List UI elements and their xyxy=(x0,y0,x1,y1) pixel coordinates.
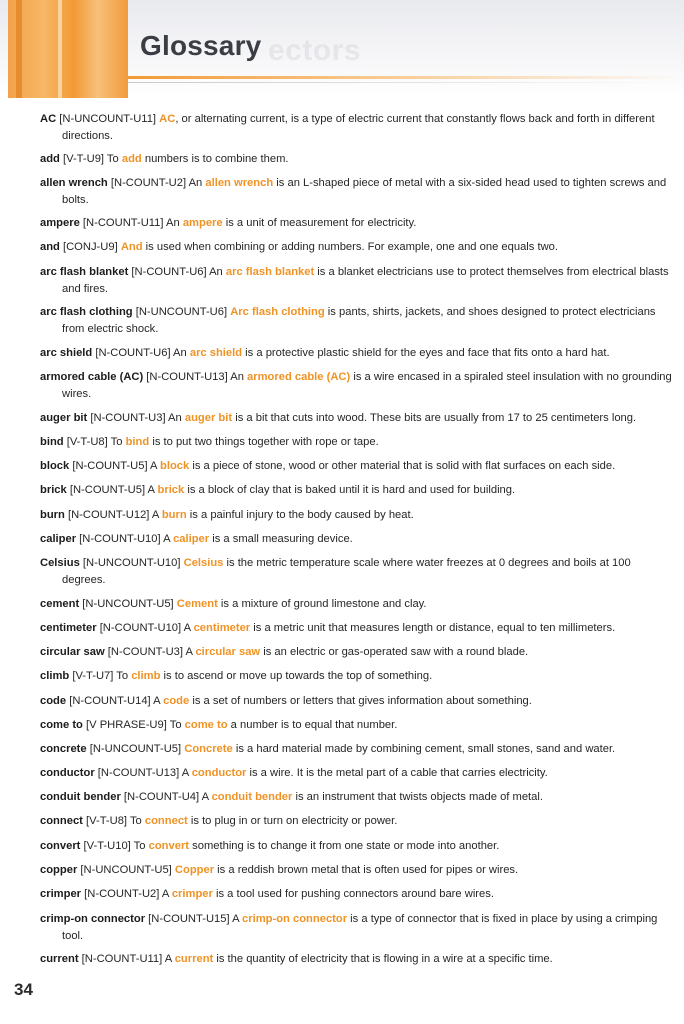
entry-part-of-speech: [N-UNCOUNT-U5] xyxy=(77,864,175,876)
glossary-entry xyxy=(40,765,674,782)
entry-part-of-speech: [N-COUNT-U3] A xyxy=(104,646,196,658)
entry-part-of-speech: [N-UNCOUNT-U11] xyxy=(56,113,160,125)
entry-definition: is a small measuring device. xyxy=(209,533,353,545)
entry-term: cement xyxy=(40,598,80,610)
entry-definition: is a block of clay that is baked until it is hard and used for building. xyxy=(184,484,516,496)
entry-part-of-speech: [N-UNCOUNT-U10] xyxy=(79,557,184,569)
entry-highlight-term: arc flash blanket xyxy=(225,266,315,278)
entry-term: concrete xyxy=(40,743,87,755)
glossary-entry xyxy=(40,838,674,855)
entry-highlight-term: brick xyxy=(157,484,185,496)
glossary-entry xyxy=(40,531,674,548)
entry-definition: is to plug in or turn on electricity or power. xyxy=(187,815,398,827)
entry-definition: is a mixture of ground limestone and clay. xyxy=(217,598,427,610)
entry-term: copper xyxy=(40,864,78,876)
entry-term: add xyxy=(40,153,60,165)
entry-part-of-speech: [N-COUNT-U10] A xyxy=(76,533,174,545)
entry-term: crimp-on connector xyxy=(40,913,146,925)
entry-term: auger bit xyxy=(40,412,88,424)
entry-term: arc flash clothing xyxy=(40,306,133,318)
entry-part-of-speech: [N-UNCOUNT-U5] xyxy=(86,743,185,755)
entry-highlight-term: centimeter xyxy=(193,622,251,634)
entry-part-of-speech: [N-COUNT-U12] A xyxy=(64,509,162,521)
entry-term: arc shield xyxy=(40,347,93,359)
entry-highlight-term: convert xyxy=(148,840,190,852)
glossary-entry xyxy=(40,951,674,968)
entry-term: bind xyxy=(40,436,64,448)
glossary-entry xyxy=(40,215,674,232)
entry-definition: is an L-shaped piece of metal with a six-sided head used to tighten screws and bolts. xyxy=(62,177,667,206)
entry-highlight-term: caliper xyxy=(173,533,210,545)
entry-part-of-speech: [N-COUNT-U5] A xyxy=(66,484,158,496)
entry-definition: , or alternating current, is a type of electric current that constantly flows back and forth in different directions. xyxy=(62,113,655,142)
glossary-entry xyxy=(40,717,674,734)
entry-part-of-speech: [N-COUNT-U4] A xyxy=(120,791,212,803)
entry-highlight-term: connect xyxy=(144,815,188,827)
glossary-entry xyxy=(40,620,674,637)
entry-part-of-speech: [N-COUNT-U2] A xyxy=(81,888,172,900)
header-orange-tab-decoration xyxy=(8,0,128,98)
entry-highlight-term: circular saw xyxy=(195,646,261,658)
entry-highlight-term: Concrete xyxy=(184,743,233,755)
entry-definition: is the quantity of electricity that is flowing in a wire at a specific time. xyxy=(213,953,553,965)
entry-term: Celsius xyxy=(40,557,80,569)
glossary-entry xyxy=(40,111,674,145)
entry-definition: is to ascend or move up towards the top of something. xyxy=(160,670,433,682)
entry-definition: is used when combining or adding numbers. For example, one and one equals two. xyxy=(142,241,558,253)
entry-highlight-term: crimp-on connector xyxy=(242,913,348,925)
entry-part-of-speech: [N-COUNT-U3] An xyxy=(87,412,185,424)
entry-part-of-speech: [N-UNCOUNT-U6] xyxy=(132,306,231,318)
entry-definition: is a reddish brown metal that is often used for pipes or wires. xyxy=(214,864,519,876)
glossary-entry xyxy=(40,175,674,209)
glossary-entry xyxy=(40,555,674,589)
glossary-entry xyxy=(40,345,674,362)
entry-term: ampere xyxy=(40,217,80,229)
entry-highlight-term: ampere xyxy=(182,217,223,229)
entry-term: caliper xyxy=(40,533,77,545)
glossary-entry xyxy=(40,434,674,451)
entry-part-of-speech: [N-UNCOUNT-U5] xyxy=(79,598,177,610)
entry-definition: a number is to equal that number. xyxy=(227,719,398,731)
entry-part-of-speech: [V-T-U9] To xyxy=(59,153,122,165)
entry-highlight-term: allen wrench xyxy=(205,177,274,189)
entry-highlight-term: conductor xyxy=(191,767,247,779)
entry-part-of-speech: [N-COUNT-U14] A xyxy=(66,695,164,707)
entry-highlight-term: code xyxy=(163,695,190,707)
entry-part-of-speech: [N-COUNT-U15] A xyxy=(145,913,243,925)
glossary-entry xyxy=(40,369,674,403)
entry-term: and xyxy=(40,241,60,253)
entry-part-of-speech: [N-COUNT-U11] An xyxy=(79,217,183,229)
glossary-entry xyxy=(40,741,674,758)
entry-definition: is a set of numbers or letters that gives information about something. xyxy=(189,695,532,707)
entry-highlight-term: conduit bender xyxy=(211,791,293,803)
glossary-entry xyxy=(40,239,674,256)
entry-part-of-speech: [V-T-U10] To xyxy=(80,840,149,852)
glossary-entry xyxy=(40,789,674,806)
entry-part-of-speech: [N-COUNT-U11] A xyxy=(78,953,175,965)
entry-definition: is a bit that cuts into wood. These bits are usually from 17 to 25 centimeters long. xyxy=(232,412,637,424)
entry-definition: is a blanket electricians use to protect themselves from electrical blasts and fires. xyxy=(62,266,669,295)
entry-highlight-term: come to xyxy=(184,719,228,731)
entry-highlight-term: arc shield xyxy=(189,347,243,359)
entry-definition: is an instrument that twists objects made of metal. xyxy=(292,791,543,803)
entry-definition: is the metric temperature scale where water freezes at 0 degrees and boils at 100 degrees. xyxy=(62,557,631,586)
header-gray-rule xyxy=(128,82,684,83)
entry-term: code xyxy=(40,695,67,707)
entry-term: circular saw xyxy=(40,646,105,658)
entry-highlight-term: Copper xyxy=(174,864,215,876)
glossary-entry xyxy=(40,458,674,475)
entry-term: centimeter xyxy=(40,622,97,634)
entry-highlight-term: Cement xyxy=(176,598,218,610)
glossary-entry xyxy=(40,482,674,499)
entry-highlight-term: burn xyxy=(161,509,187,521)
entry-term: AC xyxy=(40,113,57,125)
entry-part-of-speech: [N-COUNT-U6] An xyxy=(128,266,226,278)
entry-definition: is a type of connector that is fixed in place by using a crimping tool. xyxy=(62,913,658,942)
entry-part-of-speech: [N-COUNT-U13] A xyxy=(94,767,192,779)
entry-term: conductor xyxy=(40,767,95,779)
entry-part-of-speech: [N-COUNT-U2] An xyxy=(107,177,206,189)
glossary-entry xyxy=(40,410,674,427)
entry-highlight-term: bind xyxy=(125,436,150,448)
entry-term: burn xyxy=(40,509,65,521)
header-orange-rule xyxy=(128,76,684,79)
entry-definition: something is to change it from one state or mode into another. xyxy=(189,840,500,852)
entry-part-of-speech: [V-T-U7] To xyxy=(69,670,132,682)
entry-highlight-term: armored cable (AC) xyxy=(247,371,351,383)
entry-term: brick xyxy=(40,484,67,496)
entry-highlight-term: add xyxy=(121,153,142,165)
entry-highlight-term: AC xyxy=(159,113,176,125)
entry-term: come to xyxy=(40,719,83,731)
glossary-entry xyxy=(40,596,674,613)
glossary-entry xyxy=(40,862,674,879)
entry-term: armored cable (AC) xyxy=(40,371,144,383)
glossary-entry xyxy=(40,693,674,710)
entry-highlight-term: auger bit xyxy=(184,412,233,424)
entry-term: connect xyxy=(40,815,83,827)
entry-term: convert xyxy=(40,840,81,852)
entry-definition: is a wire. It is the metal part of a cable that carries electricity. xyxy=(246,767,548,779)
entry-definition: is a hard material made by combining cement, small stones, sand and water. xyxy=(232,743,616,755)
glossary-entry xyxy=(40,264,674,298)
entry-part-of-speech: [N-COUNT-U6] An xyxy=(92,347,190,359)
entry-part-of-speech: [N-COUNT-U5] A xyxy=(69,460,160,472)
entry-part-of-speech: [N-COUNT-U10] A xyxy=(96,622,194,634)
glossary-entry xyxy=(40,886,674,903)
entry-definition: is a painful injury to the body caused by heat. xyxy=(186,509,414,521)
entry-definition: is a tool used for pushing connectors around bare wires. xyxy=(212,888,494,900)
entry-definition: is a metric unit that measures length or distance, equal to ten millimeters. xyxy=(250,622,616,634)
entry-highlight-term: Celsius xyxy=(183,557,224,569)
entry-highlight-term: block xyxy=(160,460,190,472)
entry-term: current xyxy=(40,953,79,965)
entry-definition: is a wire encased in a spiraled steel insulation with no grounding wires. xyxy=(62,371,672,400)
entry-part-of-speech: [V PHRASE-U9] To xyxy=(82,719,185,731)
glossary-entry xyxy=(40,813,674,830)
entry-term: climb xyxy=(40,670,70,682)
glossary-entry xyxy=(40,151,674,168)
entry-part-of-speech: [V-T-U8] To xyxy=(63,436,126,448)
entry-term: arc flash blanket xyxy=(40,266,129,278)
glossary-entry xyxy=(40,507,674,524)
entry-highlight-term: Arc flash clothing xyxy=(230,306,325,318)
glossary-entry xyxy=(40,304,674,338)
entry-definition: is a unit of measurement for electricity. xyxy=(222,217,417,229)
faded-background-word: ectors xyxy=(268,34,362,67)
entry-term: allen wrench xyxy=(40,177,108,189)
entry-definition: is an electric or gas-operated saw with a round blade. xyxy=(260,646,529,658)
entry-definition: is a piece of stone, wood or other material that is solid with flat surfaces on each side. xyxy=(189,460,616,472)
entry-definition: is to put two things together with rope or tape. xyxy=(149,436,379,448)
page-number: 34 xyxy=(14,980,33,999)
page-title: Glossary xyxy=(140,30,262,61)
entry-term: crimper xyxy=(40,888,82,900)
glossary-entry xyxy=(40,911,674,945)
glossary-entry xyxy=(40,668,674,685)
glossary-entry xyxy=(40,644,674,661)
entry-definition: is a protective plastic shield for the eyes and face that fits onto a hard hat. xyxy=(242,347,610,359)
entry-part-of-speech: [CONJ-U9] xyxy=(59,241,121,253)
entry-definition: numbers is to combine them. xyxy=(141,153,289,165)
entry-highlight-term: climb xyxy=(131,670,161,682)
entry-highlight-term: crimper xyxy=(171,888,213,900)
entry-part-of-speech: [N-COUNT-U13] An xyxy=(143,371,248,383)
entry-definition: is pants, shirts, jackets, and shoes designed to protect electricians from electric shock. xyxy=(62,306,656,335)
entry-term: conduit bender xyxy=(40,791,121,803)
entry-term: block xyxy=(40,460,70,472)
entry-part-of-speech: [V-T-U8] To xyxy=(82,815,145,827)
entry-highlight-term: And xyxy=(120,241,143,253)
entry-highlight-term: current xyxy=(174,953,214,965)
